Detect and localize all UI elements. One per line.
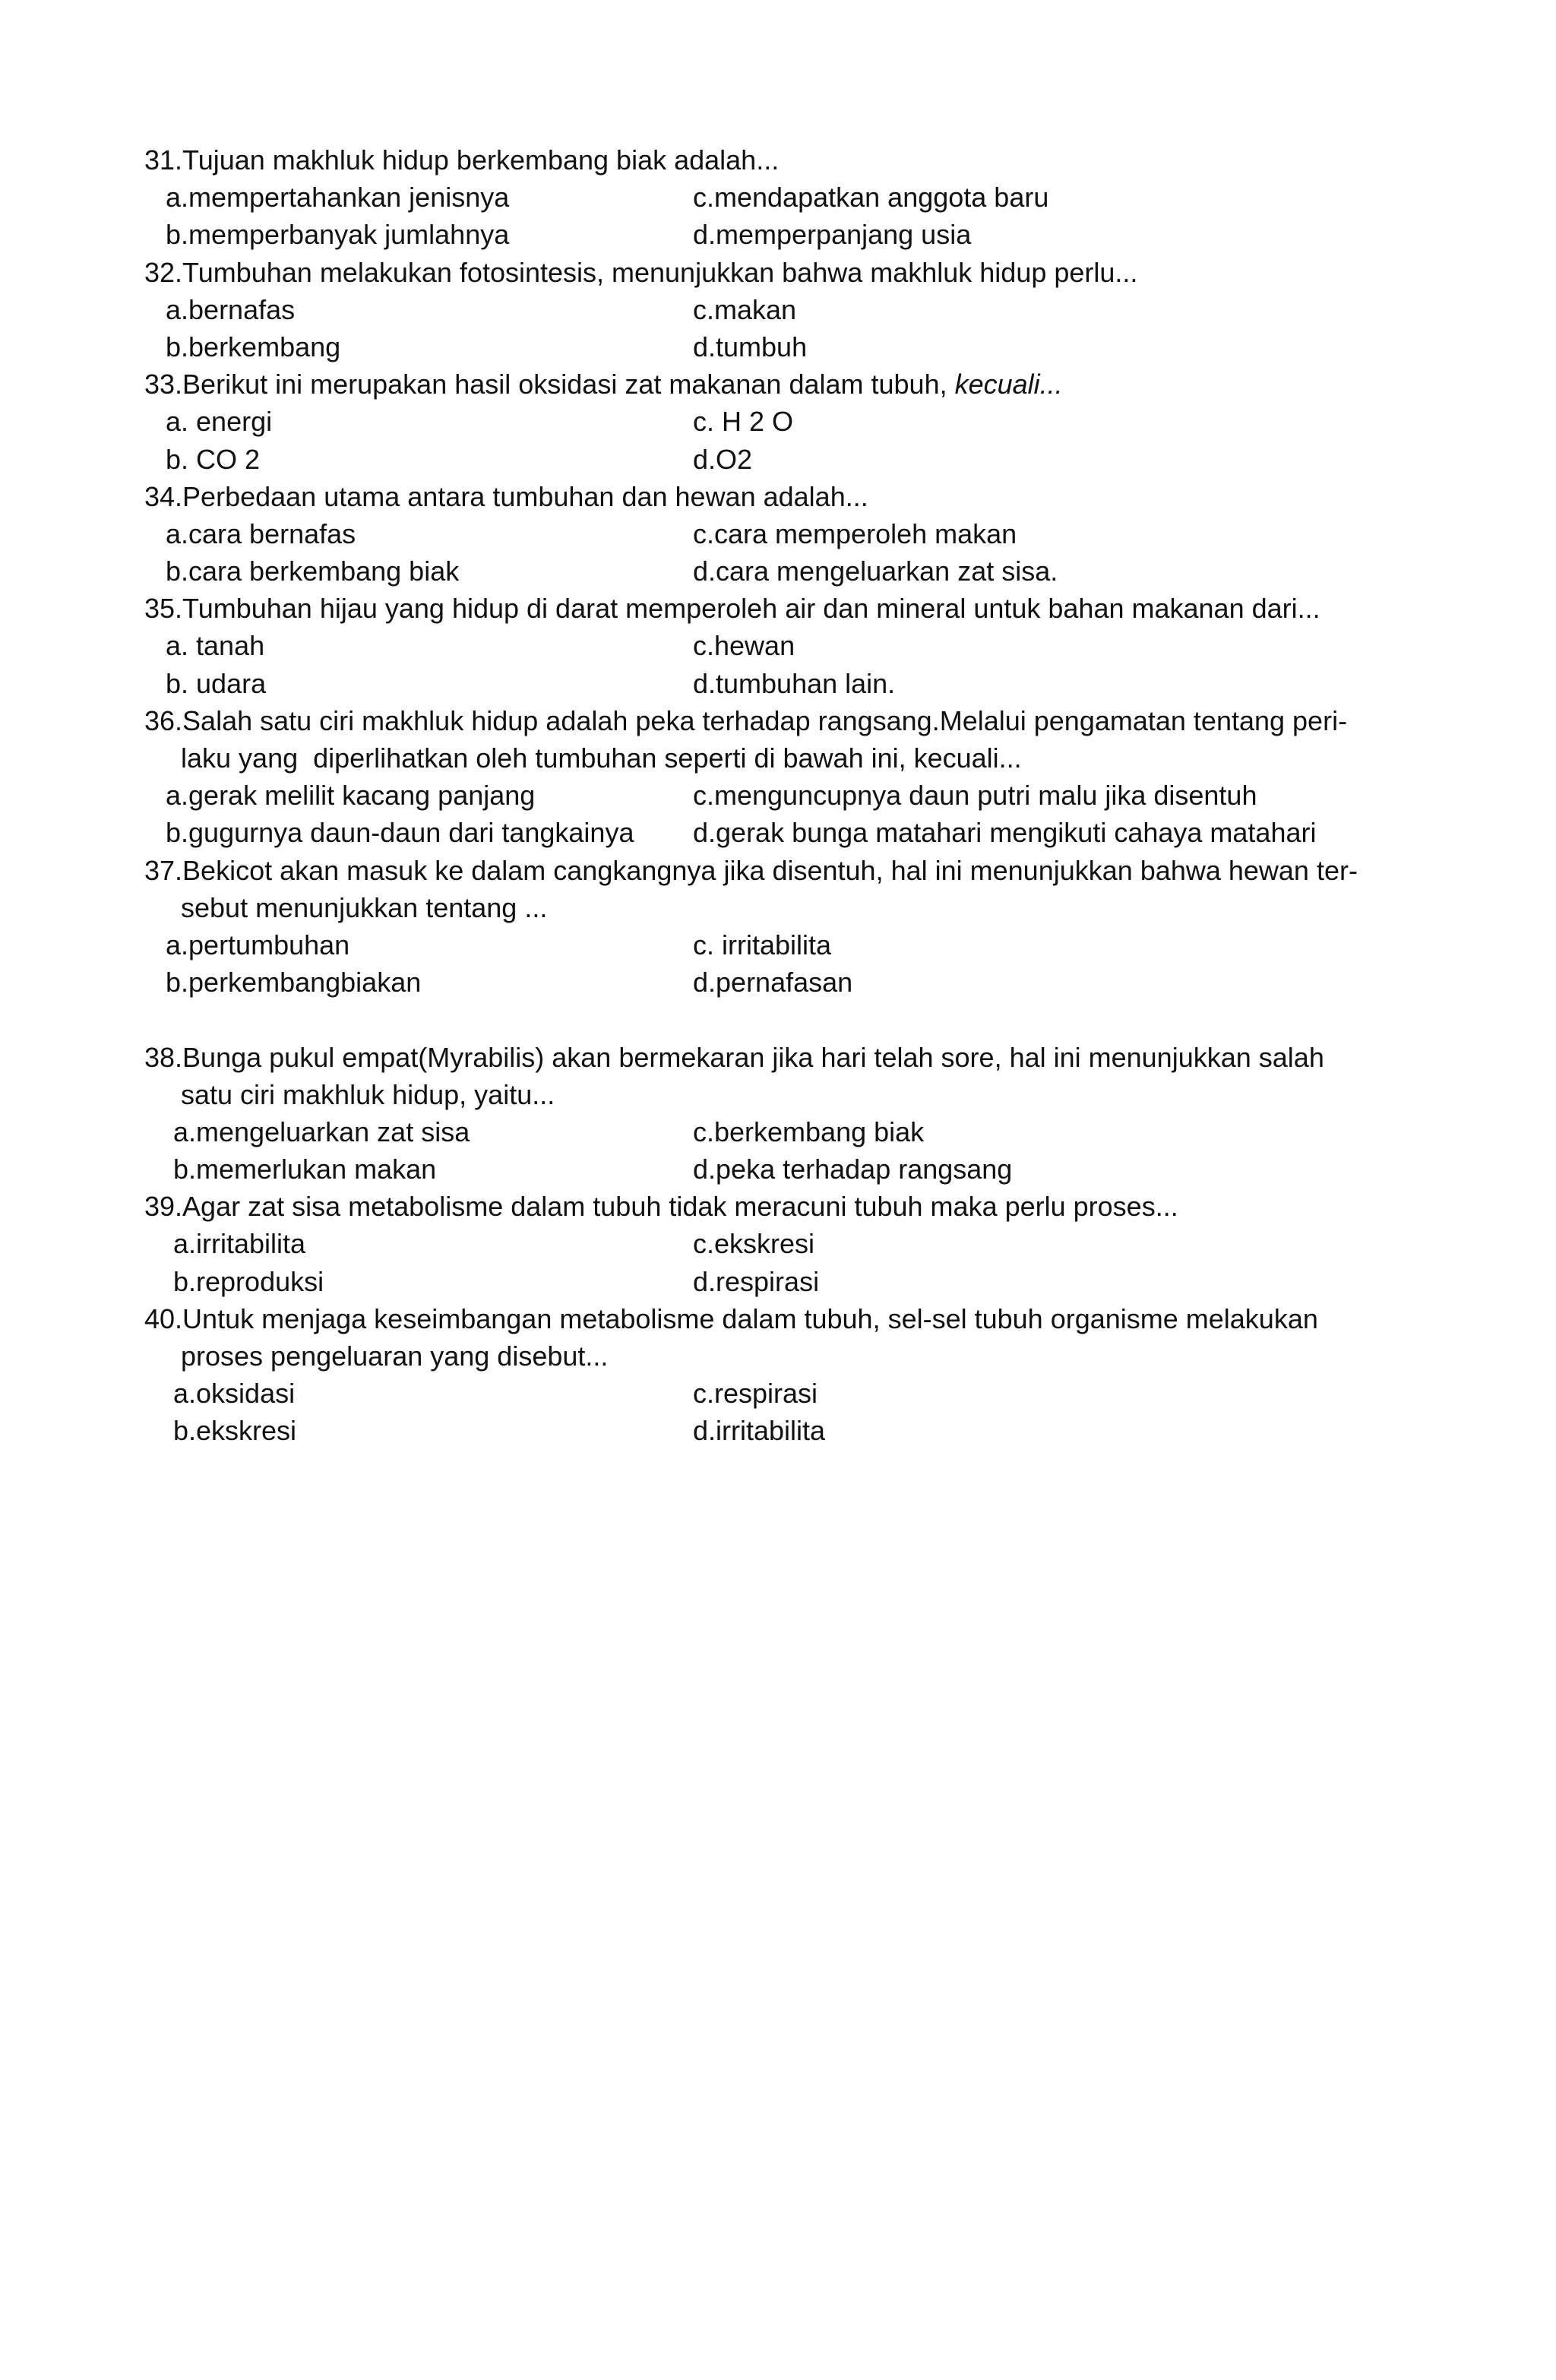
question-32-option-b: b.berkembang <box>166 331 341 362</box>
question-37-option-d: d.pernafasan <box>693 967 853 999</box>
question-40-text-line-2: proses pengeluaran yang disebut... <box>181 1340 609 1372</box>
question-33-options-row-1 <box>144 403 1421 440</box>
question-32-option-a: a.bernafas <box>166 293 296 325</box>
question-40-option-a: a.oksidasi <box>173 1378 296 1410</box>
question-36-option-a: a.gerak melilit kacang panjang <box>166 780 536 812</box>
question-35-options-row-2 <box>144 665 1421 702</box>
question-31-option-d: d.memperpanjang usia <box>693 219 972 251</box>
question-38-option-d: d.peka terhadap rangsang <box>693 1154 1013 1185</box>
question-38-options-row-2 <box>144 1150 1421 1188</box>
question-36-option-b: b.gugurnya daun-daun dari tangkainya <box>166 817 634 849</box>
question-33-options-row-2 <box>144 441 1421 478</box>
question-33-option-a: a. energi <box>166 406 273 438</box>
question-39-option-b: b.reproduksi <box>173 1265 324 1297</box>
question-38-option-b: b.memerlukan makan <box>173 1154 437 1185</box>
question-37-option-c: c. irritabilita <box>693 929 832 961</box>
question-36-text-line-1: 36.Salah satu ciri makhluk hidup adalah peka terhadap rangsang.Melalui pengamatan tentang peri- <box>144 704 1348 736</box>
question-39-option-c: c.ekskresi <box>693 1228 815 1260</box>
question-40-option-b: b.ekskresi <box>173 1415 297 1447</box>
question-32-text: 32.Tumbuhan melakukan fotosintesis, menunjukkan bahwa makhluk hidup perlu... <box>144 256 1138 288</box>
question-33-option-c: c. H 2 O <box>693 406 794 438</box>
question-36-options-row-2 <box>144 814 1421 851</box>
question-34-option-a: a.cara bernafas <box>166 517 356 549</box>
question-list <box>144 141 1421 1450</box>
question-32-options-row-1 <box>144 291 1421 328</box>
question-33-option-b: b. CO 2 <box>166 443 261 475</box>
question-38-text-line-2: satu ciri makhluk hidup, yaitu... <box>181 1078 555 1110</box>
question-40-option-d: d.irritabilita <box>693 1415 826 1447</box>
question-39-options-row-2 <box>144 1263 1421 1300</box>
question-36-option-c: c.menguncupnya daun putri malu jika disentuh <box>693 780 1257 812</box>
question-40-options-row-2 <box>144 1412 1421 1449</box>
question-36-option-d: d.gerak bunga matahari mengikuti cahaya matahari <box>693 817 1317 849</box>
question-33-text-italic: kecuali... <box>954 369 1063 400</box>
question-37-text-line-1: 37.Bekicot akan masuk ke dalam cangkangnya jika disentuh, hal ini menunjukkan bahwa hewan ter- <box>144 854 1358 886</box>
question-32-option-d: d.tumbuh <box>693 331 808 362</box>
question-39-option-a: a.irritabilita <box>173 1228 306 1260</box>
question-40-text-line-1: 40.Untuk menjaga keseimbangan metabolisme dalam tubuh, sel-sel tubuh organisme melakukan <box>144 1302 1318 1334</box>
question-35-text: 35.Tumbuhan hijau yang hidup di darat memperoleh air dan mineral untuk bahan makanan dari... <box>144 593 1320 625</box>
question-34-options-row-2 <box>144 552 1421 590</box>
question-34-option-b: b.cara berkembang biak <box>166 555 460 587</box>
question-37-options-row-2 <box>144 964 1421 1001</box>
question-37-option-b: b.perkembangbiakan <box>166 967 422 999</box>
question-36-text-line-2: laku yang diperlihatkan oleh tumbuhan seperti di bawah ini, kecuali... <box>181 742 1022 774</box>
question-34-option-c: c.cara memperoleh makan <box>693 517 1017 549</box>
question-39-text: 39.Agar zat sisa metabolisme dalam tubuh tidak meracuni tubuh maka perlu proses... <box>144 1191 1178 1223</box>
question-34-text: 34.Perbedaan utama antara tumbuhan dan hewan adalah... <box>144 480 868 512</box>
question-34-option-d: d.cara mengeluarkan zat sisa. <box>693 555 1058 587</box>
question-40-option-c: c.respirasi <box>693 1378 818 1410</box>
question-31-options-row-1 <box>144 179 1421 216</box>
question-31-text: 31.Tujuan makhluk hidup berkembang biak adalah... <box>144 144 780 176</box>
question-38-option-c: c.berkembang biak <box>693 1116 925 1147</box>
question-39-options-row-1 <box>144 1225 1421 1262</box>
question-40-options-row-1 <box>144 1375 1421 1412</box>
question-32-option-c: c.makan <box>693 293 797 325</box>
question-38-option-a: a.mengeluarkan zat sisa <box>173 1116 470 1147</box>
question-35-option-a: a. tanah <box>166 630 265 662</box>
question-35-option-b: b. udara <box>166 667 267 699</box>
question-31-options-row-2 <box>144 216 1421 253</box>
question-35-option-d: d.tumbuhan lain. <box>693 667 896 699</box>
question-36-options-row-1 <box>144 777 1421 814</box>
question-34-options-row-1 <box>144 515 1421 552</box>
question-31-option-c: c.mendapatkan anggota baru <box>693 182 1049 214</box>
question-35-option-c: c.hewan <box>693 630 795 662</box>
question-37-text-line-2: sebut menunjukkan tentang ... <box>181 891 548 923</box>
question-38-options-row-1 <box>144 1113 1421 1150</box>
question-33-option-d: d.O2 <box>693 443 753 475</box>
question-33-text <box>144 366 1421 403</box>
question-33-text-main: 33.Berikut ini merupakan hasil oksidasi zat makanan dalam tubuh, <box>144 369 955 400</box>
question-31-option-a: a.mempertahankan jenisnya <box>166 182 510 214</box>
blank-line <box>144 1001 1421 1038</box>
question-39-option-d: d.respirasi <box>693 1265 820 1297</box>
question-37-option-a: a.pertumbuhan <box>166 929 350 961</box>
question-37-options-row-1 <box>144 926 1421 964</box>
question-35-options-row-1 <box>144 627 1421 664</box>
question-32-options-row-2 <box>144 328 1421 366</box>
question-38-text-line-1: 38.Bunga pukul empat(Myrabilis) akan bermekaran jika hari telah sore, hal ini menunjukkan salah <box>144 1041 1324 1073</box>
question-31-option-b: b.memperbanyak jumlahnya <box>166 219 510 251</box>
